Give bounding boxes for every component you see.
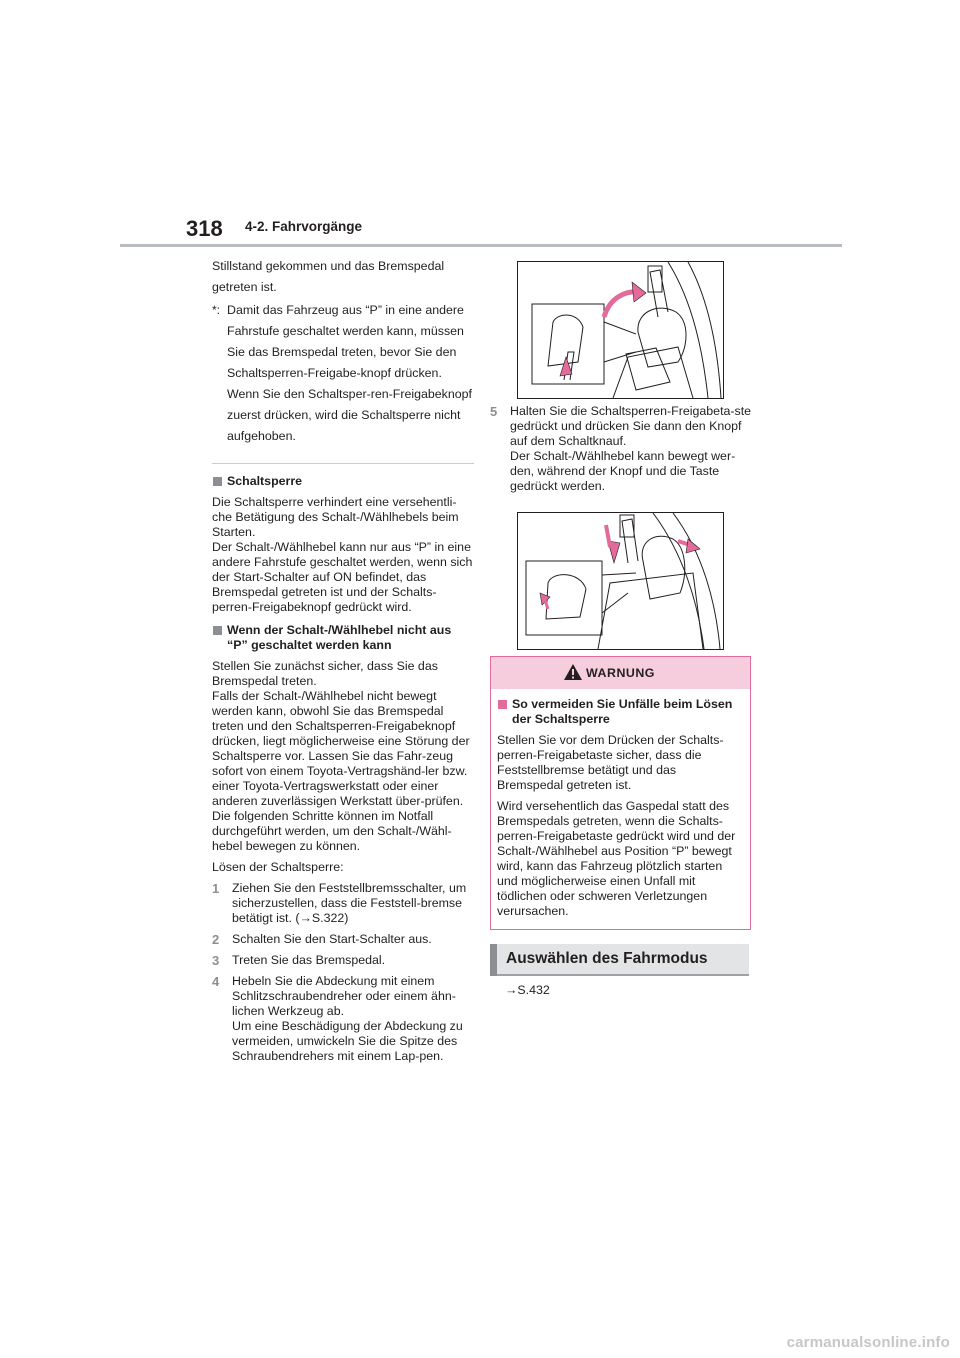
warning-paragraph: Wird versehentlich das Gaspedal statt des Bremspedals getreten, wenn die Schalts-perren-Freigabetaste gedrückt wird und der Schalt-/Wählhebel aus Position “P” bewegt wird, kann das Fahrzeug plötzlich starten und möglicherweise einen Unfall mit tödlichen oder schweren Verletzungen verursachen.: [497, 799, 736, 918]
step-1: [212, 881, 474, 926]
paragraph: Lösen der Schaltsperre:: [212, 860, 344, 874]
illustration-svg: [518, 513, 723, 649]
step-text: Hebeln Sie die Abdeckung mit einem Schlitzschraubendreher oder einem ähn-lichen Werkzeug ab.: [232, 974, 456, 1018]
heading-text: So vermeiden Sie Unfälle beim Lösen der Schaltsperre: [512, 697, 733, 726]
warning-box: [490, 656, 751, 930]
step-5-row: [490, 404, 752, 494]
step-number: 5: [490, 404, 498, 419]
bullet-square-icon: [498, 700, 507, 709]
step-2: [212, 932, 474, 947]
illustration-svg: [518, 262, 723, 398]
section-title: 4-2. Fahrvorgänge: [245, 219, 363, 234]
step-5: [490, 404, 752, 494]
step-text: Halten Sie die Schaltsperren-Freigabeta-ste gedrückt und drücken Sie dann den Knopf auf dem Schaltknauf.: [510, 404, 752, 448]
paragraph: Die folgenden Schritte können im Notfall durchgeführt werden, um den Schalt-/Wähl-hebel bewegen zu können.: [212, 809, 452, 853]
heading-text: Schaltsperre: [227, 474, 303, 488]
heading-schaltsperre: [212, 474, 474, 489]
step-number: 3: [212, 953, 220, 968]
bullet-square-icon: [213, 626, 222, 635]
paragraph: Stellen Sie zunächst sicher, dass Sie das Bremspedal treten.: [212, 659, 438, 688]
footnote: [212, 300, 474, 447]
bullet-square-icon: [213, 477, 222, 486]
footer-watermark: carmanualsonline.info: [786, 1334, 950, 1351]
heading-text: Wenn der Schalt-/Wählhebel nicht aus “P” geschaltet werden kann: [227, 623, 452, 652]
heading-accent-bar: [490, 944, 497, 976]
drive-mode-heading: [490, 944, 749, 976]
step-number: 1: [212, 881, 220, 896]
step-body: [232, 974, 474, 1064]
drive-mode-title: Auswählen des Fahrmodus: [506, 950, 708, 967]
step-body: [510, 404, 752, 494]
left-column: [212, 256, 474, 1064]
warning-title: WARNUNG: [586, 666, 655, 680]
step-4: [212, 974, 474, 1064]
intro-text: Stillstand gekommen und das Bremspedal getreten ist.: [212, 259, 445, 294]
page-number: 318: [186, 216, 223, 241]
footnote-text: Damit das Fahrzeug aus “P” in eine andere Fahrstufe geschaltet werden kann, müssen Sie das Bremspedal treten, bevor Sie den Schaltsperren-Freigabe-knopf drücken. Wenn Sie den Schaltsper-ren-Freigabeknopf zuerst drücken, wird die Schaltsperre nicht aufgehoben.: [227, 303, 472, 443]
warning-heading: [497, 697, 742, 727]
warning-paragraph: Stellen Sie vor dem Drücken der Schalts-perren-Freigabetaste sicher, dass die Feststellbremse betätigt und das Bremspedal getreten ist.: [497, 733, 724, 792]
step-3: [212, 953, 474, 968]
step-extra: Der Schalt-/Wählhebel kann bewegt wer-den, während der Knopf und die Taste gedrückt werden.: [510, 449, 736, 493]
divider: [212, 463, 474, 464]
heading-not-shifting: [212, 623, 474, 653]
header-rule: [120, 244, 842, 247]
step-number: 4: [212, 974, 220, 989]
paragraph: Der Schalt-/Wählhebel kann nur aus “P” in eine andere Fahrstufe geschaltet werden, wenn sich der Start-Schalter auf ON befindet, das Bremspedal getreten ist und der Schalts-perren-Freigabeknopf gedrückt wird.: [212, 540, 473, 614]
page-reference-link[interactable]: →S.432: [505, 983, 550, 997]
step-number: 2: [212, 932, 220, 947]
paragraph: Die Schaltsperre verhindert eine versehentli-che Betätigung des Schalt-/Wählhebels beim Starten.: [212, 495, 459, 539]
step-text: Treten Sie das Bremspedal.: [232, 953, 386, 967]
footnote-mark: *:: [212, 303, 221, 317]
step-text: Schalten Sie den Start-Schalter aus.: [232, 932, 432, 946]
warning-header: [491, 657, 750, 689]
illustration-release-button: [517, 512, 724, 650]
step-extra: Um eine Beschädigung der Abdeckung zu vermeiden, umwickeln Sie die Spitze des Schraubendrehers mit einem Lap-pen.: [232, 1019, 463, 1063]
step-text: Ziehen Sie den Feststellbremsschalter, um sicherzustellen, dass die Feststell-bremse betätigt ist. (→S.322): [232, 881, 467, 925]
paragraph: Falls der Schalt-/Wählhebel nicht bewegt werden kann, obwohl Sie das Bremspedal treten und den Schaltsperren-Freigabeknopf drücken, liegt möglicherweise eine Störung der Schaltsperre vor. Lassen Sie das Fahr-zeug sofort von einem Toyota-Vertragshänd-ler bzw. einer Toyota-Vertragswerkstatt oder einer anderen zuverlässigen Werkstatt über-prüfen.: [212, 689, 470, 808]
warning-body: [491, 689, 750, 919]
illustration-remove-cover: [517, 261, 724, 399]
